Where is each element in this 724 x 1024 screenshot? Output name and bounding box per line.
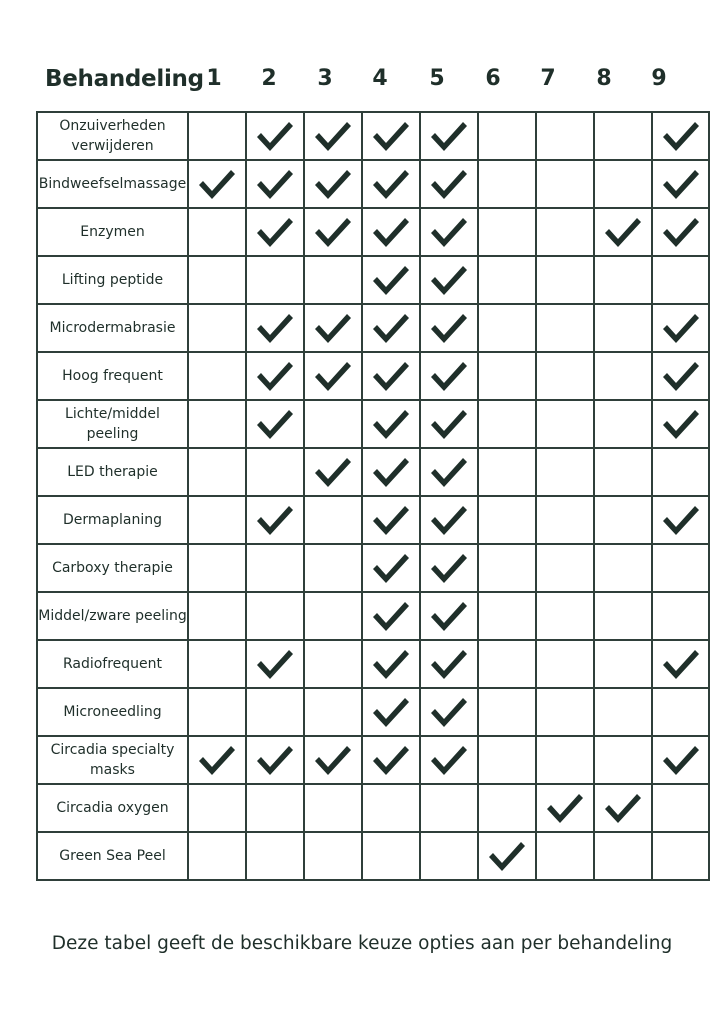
checkmark-icon [256,744,294,776]
checkmark-icon [372,120,410,152]
checkmark-icon [430,552,468,584]
table-cell [304,496,362,544]
table-cell [304,208,362,256]
table-cell [594,592,652,640]
table-row [37,352,709,400]
checkmark-icon [430,696,468,728]
table-cell [246,400,304,448]
row-label: Bindweefselmassage [37,160,188,208]
column-header-3: 3 [317,66,333,91]
checkmark-icon [256,312,294,344]
row-label: Circadia specialty masks [37,736,188,784]
column-header-1: 1 [206,66,222,91]
checkmark-icon [372,744,410,776]
checkmark-icon [372,312,410,344]
table-cell [478,160,536,208]
checkmark-icon [314,168,352,200]
table-cell [420,832,478,880]
table-row [37,640,709,688]
row-label: Radiofrequent [37,640,188,688]
table-cell [362,544,420,592]
table-cell [246,304,304,352]
table-cell [304,400,362,448]
row-label: Circadia oxygen [37,784,188,832]
table-cell [478,496,536,544]
checkmark-icon [372,408,410,440]
checkmark-icon [256,216,294,248]
column-header-8: 8 [596,66,612,91]
treatment-table [36,111,710,881]
table-cell [420,592,478,640]
table-cell [536,400,594,448]
table-cell [420,352,478,400]
table-cell [420,688,478,736]
table-cell [478,784,536,832]
table-cell [246,640,304,688]
table-cell [362,352,420,400]
table-cell [594,544,652,592]
checkmark-icon [430,456,468,488]
table-cell [536,688,594,736]
checkmark-icon [430,408,468,440]
checkmark-icon [662,504,700,536]
table-cell [304,688,362,736]
checkmark-icon [430,168,468,200]
column-header-7: 7 [540,66,556,91]
checkmark-icon [604,792,642,824]
checkmark-icon [372,696,410,728]
table-body [37,112,709,880]
checkmark-icon [198,168,236,200]
table-cell [536,256,594,304]
table-cell [188,832,246,880]
table-row [37,496,709,544]
table-cell [304,112,362,160]
table-row [37,448,709,496]
table-caption: Deze tabel geeft de beschikbare keuze opties aan per behandeling [51,933,673,954]
row-label: Microdermabrasie [37,304,188,352]
table-cell [188,256,246,304]
table-cell [304,256,362,304]
checkmark-icon [430,216,468,248]
checkmark-icon [256,360,294,392]
table-cell [652,640,709,688]
table-cell [304,352,362,400]
table-cell [652,784,709,832]
table-cell [594,400,652,448]
table-cell [362,592,420,640]
table-cell [652,736,709,784]
table-cell [362,208,420,256]
table-cell [246,784,304,832]
table-cell [362,256,420,304]
table-cell [420,304,478,352]
table-cell [478,352,536,400]
table-cell [478,448,536,496]
table-cell [536,544,594,592]
table-cell [420,496,478,544]
table-cell [188,592,246,640]
checkmark-icon [430,600,468,632]
table-cell [188,160,246,208]
table-cell [304,832,362,880]
table-cell [652,544,709,592]
table-row [37,784,709,832]
checkmark-icon [314,216,352,248]
table-cell [536,448,594,496]
table-cell [594,736,652,784]
table-cell [652,832,709,880]
column-header-9: 9 [651,66,667,91]
checkmark-icon [662,408,700,440]
table-cell [304,448,362,496]
table-cell [536,208,594,256]
table-cell [188,784,246,832]
table-cell [536,112,594,160]
row-label: Middel/zware peeling [37,592,188,640]
table-row [37,112,709,160]
table-cell [536,160,594,208]
row-label: Lifting peptide [37,256,188,304]
checkmark-icon [256,168,294,200]
column-header-5: 5 [429,66,445,91]
table-cell [536,352,594,400]
table-cell [362,496,420,544]
row-label: Green Sea Peel [37,832,188,880]
table-cell [536,784,594,832]
table-cell [304,592,362,640]
checkmark-icon [430,504,468,536]
table-header [0,60,724,104]
table-cell [362,112,420,160]
table-cell [304,784,362,832]
table-cell [652,400,709,448]
checkmark-icon [314,744,352,776]
table-cell [362,400,420,448]
table-row [37,592,709,640]
row-label: Microneedling [37,688,188,736]
table-cell [246,160,304,208]
checkmark-icon [372,648,410,680]
checkmark-icon [430,648,468,680]
table-cell [420,448,478,496]
checkmark-icon [430,744,468,776]
table-cell [188,448,246,496]
table-cell [246,448,304,496]
table-cell [478,112,536,160]
table-cell [652,256,709,304]
checkmark-icon [372,600,410,632]
table-cell [246,688,304,736]
checkmark-icon [372,168,410,200]
table-cell [478,304,536,352]
table-row [37,832,709,880]
table-cell [246,208,304,256]
row-label: Lichte/middel peeling [37,400,188,448]
table-cell [188,496,246,544]
table-cell [420,400,478,448]
table-cell [652,448,709,496]
checkmark-icon [372,456,410,488]
table-cell [362,784,420,832]
checkmark-icon [662,120,700,152]
table-cell [594,784,652,832]
row-label: Onzuiverheden verwijderen [37,112,188,160]
checkmark-icon [430,264,468,296]
table-cell [594,112,652,160]
table-cell [246,544,304,592]
table-cell [188,688,246,736]
table-cell [652,688,709,736]
column-header-4: 4 [372,66,388,91]
checkmark-icon [256,504,294,536]
table-cell [536,496,594,544]
checkmark-icon [314,120,352,152]
table-cell [188,208,246,256]
row-label: Carboxy therapie [37,544,188,592]
table-row [37,304,709,352]
table-cell [362,736,420,784]
table-cell [304,160,362,208]
checkmark-icon [662,168,700,200]
checkmark-icon [256,120,294,152]
table-cell [246,832,304,880]
checkmark-icon [430,312,468,344]
checkmark-icon [372,360,410,392]
table-cell [420,112,478,160]
checkmark-icon [198,744,236,776]
checkmark-icon [662,648,700,680]
checkmark-icon [314,456,352,488]
table-cell [536,736,594,784]
column-header-2: 2 [261,66,277,91]
table-row [37,400,709,448]
table-cell [304,544,362,592]
table-cell [652,496,709,544]
table-cell [478,736,536,784]
table-cell [594,256,652,304]
header-title: Behandeling [45,66,204,92]
table-cell [246,256,304,304]
checkmark-icon [430,360,468,392]
table-cell [246,736,304,784]
table-cell [594,304,652,352]
table-cell [652,208,709,256]
checkmark-icon [604,216,642,248]
table-cell [246,112,304,160]
table-cell [478,832,536,880]
table-cell [188,544,246,592]
table-cell [652,112,709,160]
table-cell [246,496,304,544]
table-cell [362,160,420,208]
table-cell [478,208,536,256]
table-cell [478,640,536,688]
row-label: Hoog frequent [37,352,188,400]
checkmark-icon [662,360,700,392]
table-cell [188,352,246,400]
table-row [37,256,709,304]
checkmark-icon [662,744,700,776]
table-cell [478,400,536,448]
table-cell [188,304,246,352]
table-cell [246,592,304,640]
checkmark-icon [488,840,526,872]
table-cell [594,832,652,880]
table-cell [362,688,420,736]
table-cell [536,832,594,880]
checkmark-icon [546,792,584,824]
table-cell [478,544,536,592]
table-cell [420,256,478,304]
table-cell [536,592,594,640]
table-row [37,208,709,256]
table-cell [420,784,478,832]
checkmark-icon [662,216,700,248]
table-cell [594,352,652,400]
table-cell [652,592,709,640]
table-cell [420,736,478,784]
table-cell [304,640,362,688]
checkmark-icon [662,312,700,344]
row-label: Enzymen [37,208,188,256]
table-cell [478,592,536,640]
table-cell [536,640,594,688]
checkmark-icon [314,360,352,392]
checkmark-icon [430,120,468,152]
table-cell [420,640,478,688]
checkmark-icon [372,264,410,296]
table-cell [594,496,652,544]
column-header-6: 6 [485,66,501,91]
row-label: Dermaplaning [37,496,188,544]
table-cell [362,640,420,688]
row-label: LED therapie [37,448,188,496]
checkmark-icon [256,648,294,680]
table-row [37,688,709,736]
table-cell [594,640,652,688]
table-cell [304,736,362,784]
checkmark-icon [372,216,410,248]
table-row [37,544,709,592]
table-cell [188,112,246,160]
checkmark-icon [372,504,410,536]
table-cell [536,304,594,352]
table-cell [420,160,478,208]
checkmark-icon [314,312,352,344]
table-cell [420,208,478,256]
checkmark-icon [372,552,410,584]
table-cell [594,688,652,736]
table-cell [188,640,246,688]
table-cell [478,688,536,736]
checkmark-icon [256,408,294,440]
table-cell [652,160,709,208]
table-row [37,736,709,784]
table-cell [652,304,709,352]
table-cell [594,208,652,256]
table-cell [594,448,652,496]
table-row [37,160,709,208]
table-cell [478,256,536,304]
table-cell [362,304,420,352]
table-cell [188,400,246,448]
table-cell [594,160,652,208]
table-cell [246,352,304,400]
table-cell [304,304,362,352]
table-cell [362,448,420,496]
table-cell [188,736,246,784]
table-cell [362,832,420,880]
table-cell [420,544,478,592]
table-cell [652,352,709,400]
